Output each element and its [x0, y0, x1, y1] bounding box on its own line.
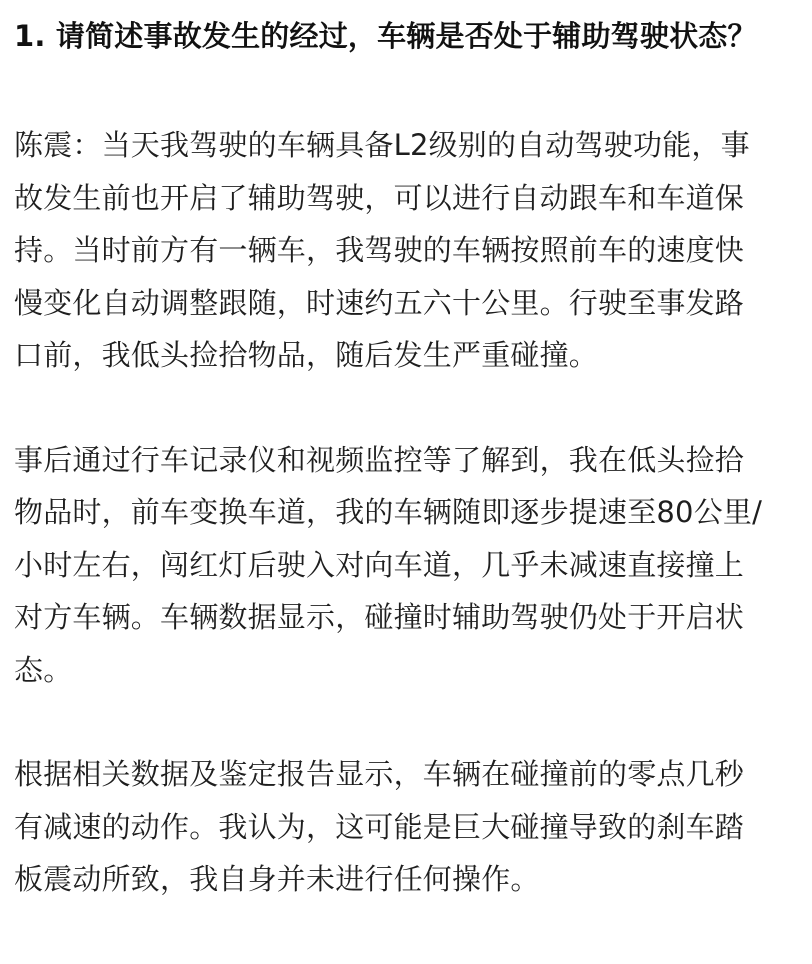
spacer: [14, 696, 772, 748]
answer-paragraph-3: 根据相关数据及鉴定报告显示，车辆在碰撞前的零点几秒有减速的动作。我认为，这可能是巨大碰撞导致的刹车踏板震动所致，我自身并未进行任何操作。: [14, 757, 745, 896]
answer-paragraph-2: 事后通过行车记录仪和视频监控等了解到，我在低头捡拾物品时，前车变换车道，我的车辆随即逐步提速至80公里/小时左右，闯红灯后驶入对向车道，几乎未减速直接撞上对方车辆。车辆数据显示，碰撞时辅助驾驶仍处于开启状态。: [14, 442, 763, 687]
spacer: [14, 382, 772, 434]
question-heading: 1. 请简述事故发生的经过，车辆是否处于辅助驾驶状态？: [14, 19, 757, 53]
spacer: [14, 62, 772, 119]
answer-paragraph-1: 陈震：当天我驾驶的车辆具备L2级别的自动驾驶功能，事故发生前也开启了辅助驾驶，可以进行自动跟车和车道保持。当时前方有一辆车，我驾驶的车辆按照前车的速度快慢变化自动调整跟随，时速约五六十公里。行驶至事发路口前，我低头捡拾物品，随后发生严重碰撞。: [14, 128, 750, 372]
